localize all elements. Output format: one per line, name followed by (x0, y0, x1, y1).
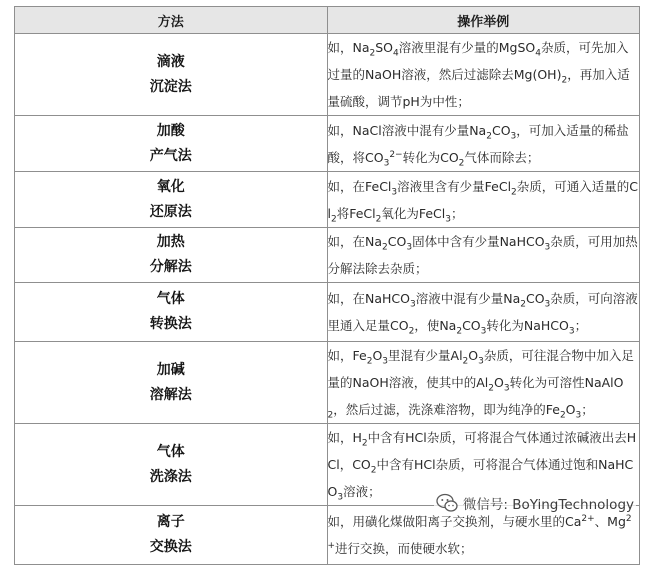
subscript: 2 (366, 356, 373, 367)
table-row (15, 34, 640, 116)
example-text (327, 506, 640, 565)
subscript: 2 (361, 438, 368, 449)
header-example: 操作举例 (327, 7, 640, 34)
text-run: 杂质，可用加热分解法除去杂质； (327, 234, 638, 276)
page (14, 6, 640, 565)
text-run: ，再加入适量硫酸，调节pH为中性； (327, 67, 630, 109)
example-text (327, 283, 640, 342)
text-run: 氧化为FeCl (381, 205, 446, 221)
subscript: 3 (478, 356, 484, 367)
subscript: 3 (406, 242, 413, 253)
text-run: ； (451, 205, 464, 221)
text-run: 杂质，可先加入过量的NaOH溶液，然后过滤除去Mg(OH) (327, 40, 629, 82)
text-run: O (565, 402, 576, 417)
subscript: 2 (382, 242, 388, 253)
text-run: ，可加入适量的稀盐酸，将CO (327, 122, 629, 165)
example-text (327, 342, 640, 424)
text-run: 溶液中混有少量Na (415, 291, 521, 306)
text-run: 杂质，可通入适量的Cl (327, 178, 639, 221)
subscript: 2 (330, 214, 337, 224)
text-run: 如，在Na (327, 234, 383, 249)
subscript: 2 (375, 214, 382, 224)
text-run: 溶液里混有少量的MgSO (398, 40, 536, 55)
table-row (15, 342, 640, 424)
method-name-line: 溶解法 (149, 386, 192, 403)
watermark-text: 微信号: BoYingTechnology (462, 497, 634, 513)
method-name-line: 转换法 (149, 316, 192, 332)
text-run: 转化为CO (402, 149, 459, 165)
method-name-line: 加热 (156, 234, 185, 250)
separation-methods-table (14, 6, 640, 565)
method-name-line: 交换法 (149, 539, 192, 555)
text-run: 如，在NaHCO (327, 291, 410, 306)
text-run: 如，Fe (327, 348, 367, 363)
text-run: ； (574, 318, 588, 333)
subscript: 3 (544, 242, 551, 253)
text-run: O (468, 348, 479, 363)
text-run: 如，Na (327, 40, 370, 55)
subscript: 2 (369, 48, 376, 59)
text-run: 溶液； (343, 484, 381, 499)
text-run: 、Mg (594, 514, 626, 529)
subscript: 3 (480, 326, 487, 337)
method-name (15, 424, 328, 506)
table-row (15, 116, 640, 172)
subscript: 2 (456, 326, 463, 337)
subscript: 3 (337, 492, 344, 503)
example-text (327, 228, 640, 283)
method-name (15, 172, 328, 228)
example-text (327, 116, 640, 172)
text-run: SO (375, 40, 394, 55)
table-row (15, 228, 640, 283)
subscript: 2 (462, 356, 469, 367)
method-name-line: 洗涤法 (149, 468, 192, 485)
method-name-line: 滴液 (156, 53, 185, 70)
text-run: 杂质，可往混合物中加入足量的NaOH溶液，使其中的Al (327, 348, 634, 390)
subscript: 2 (488, 383, 495, 394)
method-name (15, 283, 328, 342)
subscript: 3 (445, 214, 451, 224)
text-run: 如，H (327, 430, 362, 445)
subscript: 3 (409, 299, 416, 310)
table-header-row (15, 7, 640, 34)
subscript: 2 (561, 75, 568, 86)
text-run: ，使Na (414, 318, 457, 333)
method-name-line: 氧化 (156, 178, 185, 195)
table-body (15, 34, 640, 565)
example-text (327, 172, 640, 228)
text-run: ，然后过滤，洗涤难溶物，即为纯净的Fe (333, 402, 560, 417)
method-name (15, 116, 328, 172)
subscript: 2 (520, 299, 526, 310)
example-text (327, 34, 640, 116)
superscript: 2+ (581, 513, 595, 524)
text-run: O (494, 375, 504, 390)
subscript: 3 (544, 299, 551, 310)
text-run: 转化为可溶性NaAlO (509, 375, 624, 390)
text-run: ； (581, 402, 594, 417)
method-name-line: 加酸 (156, 122, 185, 139)
header-method: 方法 (15, 7, 328, 34)
method-name (15, 34, 328, 116)
text-run: 进行交换，而使硬水软； (335, 541, 473, 556)
text-run: 如，NaCl溶液中混有少量Na (327, 122, 487, 138)
subscript: 3 (503, 383, 510, 394)
text-run: O (372, 348, 383, 363)
text-run: 如，在FeCl (327, 178, 392, 194)
subscript: 2 (559, 410, 566, 421)
text-run: 固体中含有少量NaHCO (412, 234, 545, 249)
table-row (15, 283, 640, 342)
subscript: 4 (393, 48, 399, 59)
text-run: 气体而除去； (464, 149, 540, 165)
subscript: 3 (510, 131, 517, 141)
subscript: 3 (575, 410, 582, 421)
method-name (15, 228, 328, 283)
table-row (15, 506, 640, 565)
superscript: 2− (389, 149, 403, 160)
text-run: 溶液里含有少量FeCl (397, 178, 512, 194)
text-run: 将FeCl (336, 205, 376, 221)
text-run: CO (387, 234, 407, 249)
method-name-line: 还原法 (149, 203, 192, 220)
text-run: CO (491, 122, 511, 138)
text-run: 杂质，可向溶液里通入足量CO (327, 291, 638, 333)
subscript: 3 (383, 158, 390, 168)
method-name-line: 气体 (156, 291, 185, 307)
method-name-line: 气体 (156, 443, 185, 460)
text-run: 转化为NaHCO (486, 318, 569, 333)
subscript: 4 (535, 48, 541, 59)
text-run: CO (462, 318, 481, 333)
method-name (15, 506, 328, 565)
text-run: 中含有HCl杂质，可将混合气体通过饱和NaHCO (327, 457, 634, 499)
wechat-icon (436, 493, 458, 513)
text-run: 里混有少量Al (388, 348, 463, 363)
method-name-line: 产气法 (149, 147, 192, 164)
superscript: 2+ (327, 513, 632, 551)
wechat-watermark (434, 493, 636, 513)
method-name-line: 离子 (156, 514, 185, 530)
subscript: 3 (568, 326, 575, 337)
table-row (15, 172, 640, 228)
text-run: 如，用磺化煤做阳离子交换剂，与硬水里的Ca (327, 514, 582, 529)
method-name-line: 分解法 (149, 259, 192, 275)
method-name-line: 沉淀法 (149, 78, 192, 95)
text-run: CO (525, 291, 545, 306)
subscript: 2 (370, 465, 377, 476)
subscript: 2 (486, 131, 492, 141)
subscript: 2 (327, 410, 334, 421)
method-name (15, 342, 328, 424)
subscript: 2 (458, 158, 465, 168)
text-run: 中含有HCl杂质，可将混合气体通过浓碱液出去HCl，CO (327, 430, 637, 472)
method-name-line: 加碱 (156, 361, 185, 378)
subscript: 2 (408, 326, 415, 337)
subscript: 3 (391, 187, 398, 197)
subscript: 3 (382, 356, 389, 367)
subscript: 2 (511, 187, 517, 197)
